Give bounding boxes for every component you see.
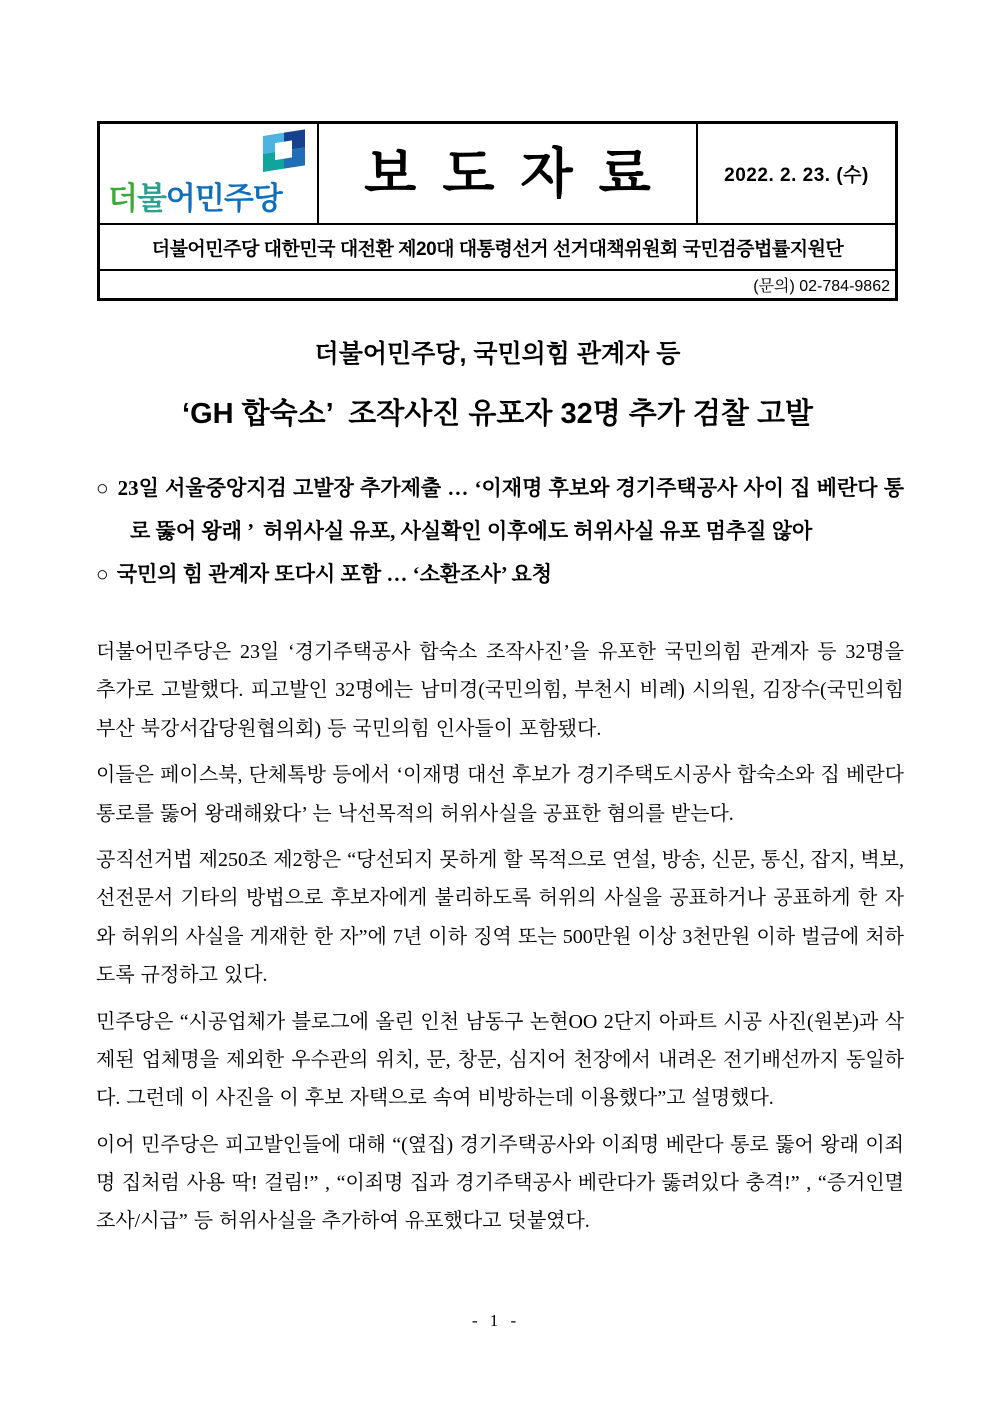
- circle-bullet-icon: ○: [96, 562, 109, 587]
- body-paragraph: 공직선거법 제250조 제2항은 “당선되지 못하게 할 목적으로 연설, 방송, 신문, 통신, 잡지, 벽보, 선전문서 기타의 방법으로 후보자에게 불리하도록 허위의 사실을 공표하거나 공표하게 한 자와 허위의 사실을 게재한 한 자”에 7년 이하 징역 또는 500만원 이상 3천만원 이하 벌금에 처하도록 규정하고 있다.: [96, 848, 904, 987]
- logo-char: 어: [165, 181, 195, 216]
- release-date: 2022. 2. 23. (수): [724, 165, 869, 186]
- date-cell: [698, 124, 895, 223]
- headline-line-2: ‘GH 합숙소’ 조작사진 유포자 32명 추가 검찰 고발: [182, 398, 813, 430]
- contact-row: [100, 269, 895, 298]
- headline-line-1: 더불어민주당, 국민의힘 관계자 등: [314, 340, 681, 368]
- circle-bullet-icon: ○: [96, 476, 110, 500]
- logo-char: 민: [194, 181, 224, 216]
- body-text: [96, 633, 904, 1249]
- summary-item: [96, 467, 904, 553]
- logo-char: 더: [108, 181, 137, 216]
- committee-subtitle: 더불어민주당 대한민국 대전환 제20대 대통령선거 선거대책위원회 국민검증법률지원단: [151, 238, 844, 260]
- summary-item-text: 국민의 힘 관계자 또다시 포함 … ‘소환조사’ 요청: [116, 562, 553, 587]
- logo-char: 주: [223, 181, 253, 216]
- logo-char: 당: [252, 181, 282, 216]
- body-paragraph: 이들은 페이스북, 단체톡방 등에서 ‘이재명 대선 후보가 경기주택도시공사 합숙소와 집 베란다 통로를 뚫어 왕래해왔다’ 는 낙선목적의 허위사실을 공표한 혐의를 받는다.: [96, 764, 904, 825]
- body-paragraph: 더불어민주당은 23일 ‘경기주택공사 합숙소 조작사진’을 유포한 국민의힘 관계자 등 32명을 추가로 고발했다. 피고발인 32명에는 남미경(국민의힘, 부천시 비례) 시의원, 김장수(국민의힘 부산 북강서갑당원협의회) 등 국민의힘 인사들이 포함됐다.: [96, 641, 904, 740]
- party-flag-icon: [263, 128, 305, 180]
- body-paragraph: 이어 민주당은 피고발인들에 대해 “(옆집) 경기주택공사와 이죄명 베란다 통로 뚫어 왕래 이죄명 집처럼 사용 딱! 걸림!” , “이죄명 집과 경기주택공사 베란다가 뚫려있다 충격!” , “증거인멸 조사/시급” 등 허위사실을 추가하여 유포했다고 덧붙였다.: [96, 1133, 904, 1233]
- contact-phone: (문의) 02-784-9862: [753, 278, 890, 295]
- summary-item-text: 23일 서울중앙지검 고발장 추가제출 … ‘이재명 후보와 경기주택공사 사이 집 베란다 통로 뚫어 왕래 ’ 허위사실 유포, 사실확인 이후에도 허위사실 유포 멈추질 않아: [117, 476, 905, 544]
- doc-type-title: 보도자료: [364, 143, 677, 204]
- headline: [97, 334, 898, 432]
- summary-item: [96, 553, 904, 596]
- body-paragraph: 민주당은 “시공업체가 블로그에 올린 인천 남동구 논현OO 2단지 아파트 시공 사진(원본)과 삭제된 업체명을 제외한 우수관의 위치, 문, 창문, 심지어 천장에서 내려온 전기배선까지 동일하다. 그런데 이 사진을 이 후보 자택으로 속여 비방하는데 이용했다”고 설명했다.: [96, 1010, 904, 1110]
- header-row-main: [100, 124, 895, 223]
- committee-subtitle-row: [100, 223, 895, 269]
- logo-char: 불: [136, 181, 166, 216]
- page-number: - 1 -: [471, 1311, 521, 1330]
- doc-type-cell: [319, 124, 698, 223]
- party-logo-cell: [100, 124, 319, 223]
- header-table: [97, 121, 898, 301]
- summary-bullet-list: [96, 467, 904, 596]
- party-logo-wordmark: [108, 183, 282, 214]
